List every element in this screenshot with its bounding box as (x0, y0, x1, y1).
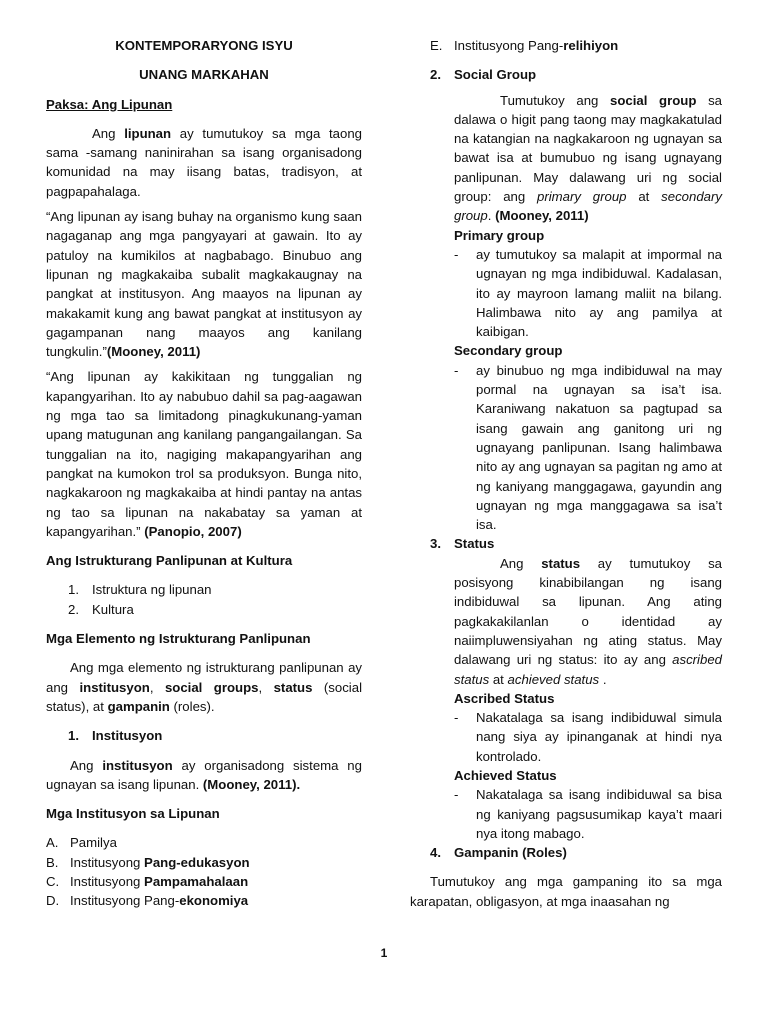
text-run: Ang (500, 555, 542, 571)
section-social-group (410, 65, 722, 84)
text-run: Tumutukoy ang (500, 92, 611, 108)
term-italic: secondary group (454, 189, 722, 224)
text-run: ay tumutukoy sa mga taong sama -samang naninirahan sa isang organisadong komunidad na may iisang batas, tradisyon, at pagpapahalaga. (46, 125, 362, 199)
quote-panopio (46, 367, 362, 541)
list-item (46, 833, 362, 852)
list-number: 4. (430, 845, 441, 861)
citation: (Mooney, 2011) (495, 208, 589, 224)
secondary-group-item (454, 361, 722, 535)
text-run: (social status), at (46, 679, 362, 714)
institutions-list (46, 833, 362, 910)
section-heading-elemento: Mga Elemento ng Istrukturang Panlipunan (46, 631, 311, 647)
list-label: Pamilya (70, 835, 117, 851)
text-run: Ang (92, 125, 125, 141)
list-label-bold: ekonomiya (179, 893, 249, 909)
elements-paragraph (46, 658, 362, 716)
term-italic: achieved status (507, 671, 600, 687)
text-run: Ang (70, 757, 103, 773)
item-text: Nakatalaga sa isang indibiduwal simula nang siya ay ipinanganak at hindi nya kontrolado. (476, 710, 722, 764)
list-item (410, 36, 722, 55)
list-label: Institusyong Pang- (70, 893, 180, 909)
citation: (Mooney, 2011) (106, 344, 201, 360)
list-letter: D. (46, 893, 60, 909)
list-label: Kultura (92, 601, 134, 617)
list-number: 1. (68, 582, 79, 598)
term: institusyon (79, 679, 150, 695)
left-column (46, 36, 362, 911)
primary-group-item (454, 245, 722, 341)
term: social group (610, 92, 697, 108)
lipunan-definition (46, 124, 362, 201)
list-letter: B. (46, 854, 59, 870)
status-definition (454, 554, 722, 689)
quote-text: “Ang lipunan ay kakikitaan ng tunggalian ng kapangyarihan. Ito ay nabubuo dahil sa pag-aagawan ng mga tao sa limitadong pinagkukunang-yaman upang matugunan ang kanilang pangangailangan. Sa tunggalian na ito, nagiging makapangyarihan ang pangkat na kumokon trol sa produksyon. Bunga nito, nagkakaroon ng magkakaiba at hindi pantay na antas ng tao sa lipunan na nakabatay sa yaman at kapangyarihan.” (46, 369, 362, 539)
institusyon-definition (46, 756, 362, 795)
gampanin-definition: Tumutukoy ang mga gampaning ito sa mga karapatan, obligasyon, at mga inaasahan ng (410, 874, 722, 909)
list-label: Gampanin (Roles) (454, 845, 567, 861)
dash-bullet: - (454, 787, 459, 803)
topic-heading: Paksa: Ang Lipunan (46, 96, 173, 112)
section-gampanin (410, 843, 722, 862)
list-item (68, 580, 362, 599)
list-label: Status (454, 536, 495, 552)
section-institusyon (46, 726, 362, 745)
achieved-status-item (454, 785, 722, 843)
term-lipunan: lipunan (124, 125, 172, 141)
istruktura-list (46, 580, 362, 619)
list-label: Institusyong (70, 873, 145, 889)
text-run: at (626, 189, 662, 205)
page-number: 1 (380, 946, 388, 960)
text-run: ay tumutukoy sa posisyong kinabibilangan ng isang indibiduwal sa lipunan. Ang ating pagkakakilanlan o identidad ay naiimpluwensiyahan ng ating status. May dalawang uri ng status: ito ay ang (454, 555, 722, 668)
dash-bullet: - (454, 246, 459, 262)
ascribed-status-item (454, 708, 722, 766)
text-run: ay organisadong sistema ng ugnayan sa isang lipunan. (46, 757, 362, 792)
text-run: , (258, 679, 274, 695)
ascribed-status-heading: Ascribed Status (454, 690, 555, 706)
document-title: KONTEMPORARYONG ISYU (115, 38, 293, 53)
quote-mooney (46, 207, 362, 361)
section-heading-institusyon-lipunan: Mga Institusyon sa Lipunan (46, 806, 220, 822)
section-heading-istruktura: Ang Istrukturang Panlipunan at Kultura (46, 553, 293, 569)
item-text: ay tumutukoy sa malapit at impormal na ugnayan ng mga indibiduwal. Kadalasan, ito ay mayroon lamang maliit na bilang. Halimbawa nito ay ang pamilya at kaibigan. (476, 246, 722, 340)
list-label: Institusyong (70, 854, 145, 870)
term-italic: primary group (537, 189, 627, 205)
social-group-definition (454, 91, 722, 226)
dash-bullet: - (454, 710, 459, 726)
term-italic: ascribed status (454, 652, 722, 687)
list-number: 3. (430, 536, 441, 552)
text-run: at (489, 671, 508, 687)
list-label: Institusyong Pang- (454, 38, 564, 53)
text-run: sa dalawa o higit pang taong may magkakatulad na katangian na nagkakaroon ng ugnayan sa bawat isa at bumubuo ng isang ugnayang panlipunan. May dalawang uri ng social group: ang (454, 92, 722, 205)
term: institusyon (102, 757, 173, 773)
citation: (Panopio, 2007) (140, 523, 242, 539)
right-column (410, 36, 722, 911)
list-label-bold: relihiyon (563, 38, 619, 53)
list-label: Institusyon (92, 728, 163, 744)
list-letter: E. (430, 38, 443, 53)
text-run: . (487, 208, 492, 224)
list-label-bold: Pang-edukasyon (144, 854, 250, 870)
social-group-body (410, 91, 722, 535)
dash-bullet: - (454, 362, 459, 378)
item-text: Nakatalaga sa isang indibiduwal sa bisa ng kaniyang pagsusumikap kaya’t maari nya itong mabago. (476, 787, 722, 841)
item-text: ay binubuo ng mga indibiduwal na may pormal na ugnayan sa isa’t isa. Karaniwang nakatuon sa pagtupad sa isang gawain ang ganitong uri ng ugnayang panlipunan. Isang halimbawa nito ay ang ugnayan sa pagitan ng amo at ng kaniyang manggagawa, gayundin ang ugnayan ng mga manggagawa sa isa’t isa. (476, 362, 722, 533)
text-run: . (599, 671, 607, 687)
achieved-status-heading: Achieved Status (454, 767, 557, 783)
list-label-bold: Pampamahalaan (144, 873, 249, 889)
term: status (541, 555, 581, 571)
list-item (68, 600, 362, 619)
text-run: (roles). (169, 698, 215, 714)
section-status (410, 534, 722, 553)
list-number: 1. (68, 728, 79, 744)
primary-group-heading: Primary group (454, 227, 545, 243)
list-number: 2. (430, 67, 441, 83)
quote-text: “Ang lipunan ay isang buhay na organismo kung saan nagaganap ang mga pangyayari at gawain. Ito ay patuloy na kumikilos at nagbabago. Binubuo ang lipunan ng magkakaiba subalit magkakaugnay na pangkat at institusyon. Ang maayos na lipunan ay makakamit kung ang bawat pangkat at institusyon ay gagampanan nang maayos ang kanilang tungkulin.” (46, 209, 362, 360)
secondary-group-heading: Secondary group (454, 343, 563, 359)
term: social groups (164, 679, 259, 695)
list-item (46, 891, 362, 910)
text-run: , (149, 679, 165, 695)
term: status (273, 679, 313, 695)
document-subtitle: UNANG MARKAHAN (139, 67, 269, 83)
term: gampanin (107, 698, 170, 714)
list-item (46, 872, 362, 891)
list-label: Social Group (454, 67, 537, 83)
status-body (410, 554, 722, 843)
list-letter: C. (46, 873, 60, 889)
list-label: Istruktura ng lipunan (92, 582, 212, 598)
list-item (46, 853, 362, 872)
list-number: 2. (68, 601, 79, 617)
text-run: Ang mga elemento ng istrukturang panlipunan ay ang (46, 660, 362, 695)
citation: (Mooney, 2011). (202, 776, 301, 792)
list-letter: A. (46, 835, 59, 851)
